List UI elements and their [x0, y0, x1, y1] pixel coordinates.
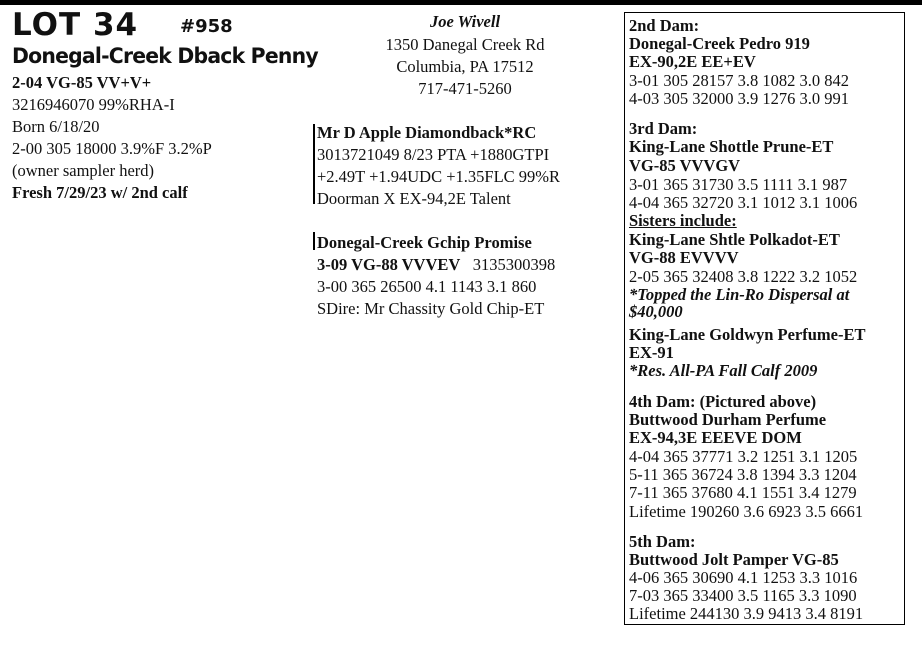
fourth-dam-record: 5-11 365 36724 3.8 1394 3.3 1204: [629, 465, 857, 484]
sire-line-2: +2.49T +1.94UDC +1.35FLC 99%R: [317, 167, 561, 186]
fifth-dam-record: 4-06 365 30690 4.1 1253 3.3 1016: [629, 568, 858, 587]
sire-name: Mr D Apple Diamondback*RC: [317, 123, 537, 142]
second-dam-heading: 2nd Dam:: [629, 16, 700, 35]
fourth-dam-name: Buttwood Durham Perfume: [629, 410, 827, 429]
dam-class-line: [317, 255, 555, 274]
cow-fresh-date: Fresh 7/29/23 w/ 2nd calf: [12, 183, 188, 202]
cow-classification: 2-04 VG-85 VV+V+: [12, 73, 152, 92]
cow-record-note: (owner sampler herd): [12, 161, 155, 180]
owner-address: 1350 Danegal Creek Rd: [385, 35, 545, 54]
sire-line-1: 3013721049 8/23 PTA +1880GTPI: [317, 145, 550, 164]
sisters-heading: Sisters include:: [629, 211, 737, 230]
sister-1-note: *Topped the Lin-Ro Dispersal at: [629, 285, 850, 304]
fourth-dam-record: 4-04 365 37771 3.2 1251 3.1 1205: [629, 447, 858, 466]
sister-2-name: King-Lane Goldwyn Perfume-ET: [629, 325, 866, 344]
third-dam-record: 4-04 365 32720 3.1 1012 3.1 1006: [629, 193, 858, 212]
fourth-dam-record: 7-11 365 37680 4.1 1551 3.4 1279: [629, 483, 857, 502]
sister-2-classification: EX-91: [629, 343, 674, 362]
fourth-dam-heading: 4th Dam: (Pictured above): [629, 392, 817, 411]
owner-city: Columbia, PA 17512: [396, 57, 534, 76]
fifth-dam-lifetime: Lifetime 244130 3.9 9413 3.4 8191: [629, 604, 864, 623]
owner-phone: 717-471-5260: [418, 79, 512, 98]
dam-registration: 3135300398: [472, 255, 556, 274]
lot-number: #958: [180, 16, 233, 37]
dam-record: 3-00 365 26500 4.1 1143 3.1 860: [317, 277, 537, 296]
third-dam-heading: 3rd Dam:: [629, 119, 698, 138]
third-dam-record: 3-01 365 31730 3.5 1111 3.1 987: [629, 175, 848, 194]
fifth-dam-record: 7-03 365 33400 3.5 1165 3.3 1090: [629, 586, 857, 605]
sister-1-name: King-Lane Shtle Polkadot-ET: [629, 230, 840, 249]
sire-bracket: [313, 124, 315, 204]
owner-name: Joe Wivell: [429, 12, 501, 31]
dam-name: Donegal-Creek Gchip Promise: [317, 233, 532, 252]
dam-sdire: SDire: Mr Chassity Gold Chip-ET: [317, 299, 545, 318]
second-dam-record: 4-03 305 32000 3.9 1276 3.0 991: [629, 89, 849, 108]
cow-record: 2-00 305 18000 3.9%F 3.2%P: [12, 139, 212, 158]
third-dam-classification: VG-85 VVVGV: [629, 156, 741, 175]
cow-birthdate: Born 6/18/20: [12, 117, 100, 136]
fourth-dam-lifetime: Lifetime 190260 3.6 6923 3.5 6661: [629, 502, 864, 521]
sister-1-note-price: $40,000: [629, 302, 683, 321]
dam-classification: 3-09 VG-88 VVVEV: [317, 255, 461, 274]
dam-bracket: [313, 232, 315, 250]
sister-1-classification: VG-88 EVVVV: [629, 248, 739, 267]
fifth-dam-name: Buttwood Jolt Pamper VG-85: [629, 550, 839, 569]
top-rule: [0, 0, 922, 5]
sister-1-record: 2-05 365 32408 3.8 1222 3.2 1052: [629, 267, 858, 286]
third-dam-name: King-Lane Shottle Prune-ET: [629, 137, 834, 156]
cow-registration: 3216946070 99%RHA-I: [12, 95, 175, 114]
second-dam-classification: EX-90,2E EE+EV: [629, 52, 756, 71]
cow-name: Donegal-Creek Dback Penny: [12, 44, 318, 68]
second-dam-record: 3-01 305 28157 3.8 1082 3.0 842: [629, 71, 849, 90]
sister-2-note: *Res. All-PA Fall Calf 2009: [629, 361, 818, 380]
fourth-dam-classification: EX-94,3E EEEVE DOM: [629, 428, 802, 447]
lot-title: LOT 34: [12, 7, 139, 43]
sire-line-3: Doorman X EX-94,2E Talent: [317, 189, 511, 208]
fifth-dam-heading: 5th Dam:: [629, 532, 696, 551]
second-dam-name: Donegal-Creek Pedro 919: [629, 34, 810, 53]
